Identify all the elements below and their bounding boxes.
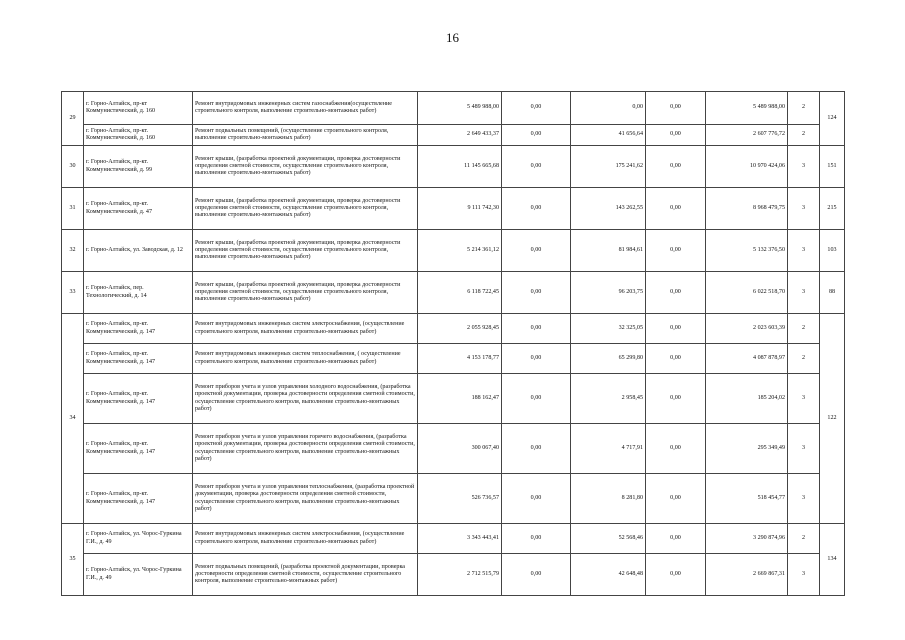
repair-table — [61, 91, 845, 596]
total-cost-cell: 526 736,57 — [418, 474, 502, 524]
total-cost-cell: 9 111 742,30 — [418, 188, 502, 230]
address-cell: г. Горно-Алтайск, ул. Чорос-Гуркина Г.И., д. 49 — [84, 524, 193, 554]
address-cell: г. Горно-Алтайск, пр-кт. Коммунистический, д. 147 — [84, 474, 193, 524]
budget-cell: 0,00 — [646, 188, 706, 230]
period-cell: 3 — [788, 374, 820, 424]
budget-cell: 0,00 — [646, 424, 706, 474]
control-cost-cell: 96 203,75 — [571, 272, 646, 314]
apartments-total-cell: 134 — [820, 524, 845, 596]
row-number-cell: 30 — [62, 146, 84, 188]
address-cell: г. Горно-Алтайск, пр-кт Коммунистический, д. 160 — [84, 92, 193, 125]
budget-cell: 0,00 — [646, 125, 706, 146]
control-cost-cell: 41 656,64 — [571, 125, 646, 146]
period-cell: 3 — [788, 474, 820, 524]
period-cell: 2 — [788, 524, 820, 554]
address-cell: г. Горно-Алтайск, ул. Заводская, д. 12 — [84, 230, 193, 272]
period-cell: 3 — [788, 230, 820, 272]
address-cell: г. Горно-Алтайск, пр-кт. Коммунистический, д. 147 — [84, 314, 193, 344]
control-cost-cell: 2 958,45 — [571, 374, 646, 424]
table-row — [62, 424, 845, 474]
fund-cell: 0,00 — [502, 314, 571, 344]
address-cell: г. Горно-Алтайск, пр-кт. Коммунистический, д. 147 — [84, 374, 193, 424]
work-description-cell: Ремонт внутридомовых инженерных систем электроснабжения, (осуществление строительного контроля, выполнение строительно-монтажных работ) — [193, 314, 418, 344]
work-description-cell: Ремонт крыши, (разработка проектной документации, проверка достоверности определения сметной стоимости, осуществление строительного контроля, выполнение строительно-монтажных работ) — [193, 230, 418, 272]
apartments-total-cell: 124 — [820, 92, 845, 146]
fund-cell: 0,00 — [502, 424, 571, 474]
control-cost-cell: 8 281,80 — [571, 474, 646, 524]
row-number-cell: 33 — [62, 272, 84, 314]
period-cell: 2 — [788, 125, 820, 146]
control-cost-cell: 32 325,05 — [571, 314, 646, 344]
budget-cell: 0,00 — [646, 474, 706, 524]
control-cost-cell: 65 299,80 — [571, 344, 646, 374]
total-cost-cell: 5 214 361,12 — [418, 230, 502, 272]
work-description-cell: Ремонт внутридомовых инженерных систем электроснабжения, (осуществление строительного контроля, выполнение строительно-монтажных работ) — [193, 524, 418, 554]
table-row — [62, 230, 845, 272]
control-cost-cell: 42 648,48 — [571, 554, 646, 596]
fund-cell: 0,00 — [502, 272, 571, 314]
table-row — [62, 554, 845, 596]
control-cost-cell: 143 262,55 — [571, 188, 646, 230]
budget-cell: 0,00 — [646, 314, 706, 344]
period-cell: 3 — [788, 554, 820, 596]
total-cost-cell: 3 343 443,41 — [418, 524, 502, 554]
owners-funds-cell: 4 087 878,97 — [706, 344, 788, 374]
table-row — [62, 474, 845, 524]
owners-funds-cell: 295 349,49 — [706, 424, 788, 474]
budget-cell: 0,00 — [646, 524, 706, 554]
address-cell: г. Горно-Алтайск, ул. Чорос-Гуркина Г.И., д. 49 — [84, 554, 193, 596]
work-description-cell: Ремонт приборов учета и узлов управления горячего водоснабжения, (разработка проектной документации, проверка достоверности определения сметной стоимости, осуществление строительного контроля, выполнение строительно-монтажных работ) — [193, 424, 418, 474]
apartments-total-cell: 88 — [820, 272, 845, 314]
owners-funds-cell: 5 489 988,00 — [706, 92, 788, 125]
owners-funds-cell: 10 970 424,06 — [706, 146, 788, 188]
apartments-total-cell: 215 — [820, 188, 845, 230]
fund-cell: 0,00 — [502, 146, 571, 188]
table-row — [62, 272, 845, 314]
owners-funds-cell: 2 023 603,39 — [706, 314, 788, 344]
table-row — [62, 188, 845, 230]
work-description-cell: Ремонт крыши, (разработка проектной документации, проверка достоверности определения сметной стоимости, осуществление строительного контроля, выполнение строительно-монтажных работ) — [193, 272, 418, 314]
row-number-cell: 35 — [62, 524, 84, 596]
total-cost-cell: 4 153 178,77 — [418, 344, 502, 374]
control-cost-cell: 52 568,46 — [571, 524, 646, 554]
row-number-cell: 29 — [62, 92, 84, 146]
fund-cell: 0,00 — [502, 344, 571, 374]
total-cost-cell: 2 055 928,45 — [418, 314, 502, 344]
fund-cell: 0,00 — [502, 92, 571, 125]
total-cost-cell: 188 162,47 — [418, 374, 502, 424]
fund-cell: 0,00 — [502, 125, 571, 146]
work-description-cell: Ремонт внутридомовых инженерных систем газоснабжения(осуществление строительного контроля, выполнение строительно-монтажных работ) — [193, 92, 418, 125]
total-cost-cell: 300 067,40 — [418, 424, 502, 474]
period-cell: 3 — [788, 424, 820, 474]
work-description-cell: Ремонт крыши, (разработка проектной документации, проверка достоверности определения сметной стоимости, осуществление строительного контроля, выполнение строительно-монтажных работ) — [193, 146, 418, 188]
work-description-cell: Ремонт подвальных помещений, (осуществление строительного контроля, выполнение строительно-монтажных работ) — [193, 125, 418, 146]
period-cell: 3 — [788, 146, 820, 188]
fund-cell: 0,00 — [502, 474, 571, 524]
total-cost-cell: 6 118 722,45 — [418, 272, 502, 314]
period-cell: 2 — [788, 314, 820, 344]
address-cell: г. Горно-Алтайск, пр-кт. Коммунистический, д. 160 — [84, 125, 193, 146]
budget-cell: 0,00 — [646, 92, 706, 125]
apartments-total-cell: 103 — [820, 230, 845, 272]
page-number: 16 — [446, 30, 459, 45]
table-row — [62, 125, 845, 146]
address-cell: г. Горно-Алтайск, пр-кт. Коммунистический, д. 147 — [84, 344, 193, 374]
work-description-cell: Ремонт приборов учета и узлов управления теплоснабжения, (разработка проектной документации, проверка достоверности определения сметной стоимости, осуществление строительного контроля, выполнение строительно-монтажных работ) — [193, 474, 418, 524]
period-cell: 3 — [788, 188, 820, 230]
owners-funds-cell: 2 607 776,72 — [706, 125, 788, 146]
control-cost-cell: 4 717,91 — [571, 424, 646, 474]
table-row — [62, 524, 845, 554]
work-description-cell: Ремонт крыши, (разработка проектной документации, проверка достоверности определения сметной стоимости, осуществление строительного контроля, выполнение строительно-монтажных работ) — [193, 188, 418, 230]
period-cell: 2 — [788, 344, 820, 374]
table-row — [62, 374, 845, 424]
work-description-cell: Ремонт внутридомовых инженерных систем теплоснабжения, ( осуществление строительного контроля, выполнение строительно-монтажных работ) — [193, 344, 418, 374]
table-row — [62, 92, 845, 125]
control-cost-cell: 81 984,61 — [571, 230, 646, 272]
budget-cell: 0,00 — [646, 230, 706, 272]
owners-funds-cell: 8 968 479,75 — [706, 188, 788, 230]
budget-cell: 0,00 — [646, 374, 706, 424]
address-cell: г. Горно-Алтайск, пер. Технологический, д. 14 — [84, 272, 193, 314]
apartments-total-cell: 151 — [820, 146, 845, 188]
budget-cell: 0,00 — [646, 146, 706, 188]
total-cost-cell: 2 649 433,37 — [418, 125, 502, 146]
period-cell: 3 — [788, 272, 820, 314]
work-description-cell: Ремонт приборов учета и узлов управления холодного водоснабжения, (разработка проектной документации, проверка достоверности определения сметной стоимости, осуществление строительного контроля, выполнение строительно-монтажных работ) — [193, 374, 418, 424]
budget-cell: 0,00 — [646, 344, 706, 374]
fund-cell: 0,00 — [502, 230, 571, 272]
address-cell: г. Горно-Алтайск, пр-кт. Коммунистический, д. 99 — [84, 146, 193, 188]
control-cost-cell: 0,00 — [571, 92, 646, 125]
fund-cell: 0,00 — [502, 374, 571, 424]
row-number-cell: 31 — [62, 188, 84, 230]
apartments-total-cell: 122 — [820, 314, 845, 524]
period-cell: 2 — [788, 92, 820, 125]
control-cost-cell: 175 241,62 — [571, 146, 646, 188]
owners-funds-cell: 518 454,77 — [706, 474, 788, 524]
total-cost-cell: 11 145 665,68 — [418, 146, 502, 188]
total-cost-cell: 5 489 988,00 — [418, 92, 502, 125]
owners-funds-cell: 6 022 518,70 — [706, 272, 788, 314]
owners-funds-cell: 2 669 867,31 — [706, 554, 788, 596]
owners-funds-cell: 185 204,02 — [706, 374, 788, 424]
address-cell: г. Горно-Алтайск, пр-кт. Коммунистический, д. 147 — [84, 424, 193, 474]
budget-cell: 0,00 — [646, 272, 706, 314]
row-number-cell: 32 — [62, 230, 84, 272]
table-row — [62, 314, 845, 344]
total-cost-cell: 2 712 515,79 — [418, 554, 502, 596]
fund-cell: 0,00 — [502, 554, 571, 596]
row-number-cell: 34 — [62, 314, 84, 524]
fund-cell: 0,00 — [502, 188, 571, 230]
budget-cell: 0,00 — [646, 554, 706, 596]
address-cell: г. Горно-Алтайск, пр-кт. Коммунистический, д. 47 — [84, 188, 193, 230]
owners-funds-cell: 5 132 376,50 — [706, 230, 788, 272]
table-row — [62, 146, 845, 188]
owners-funds-cell: 3 290 874,96 — [706, 524, 788, 554]
work-description-cell: Ремонт подвальных помещений, (разработка проектной документации, проверка достоверности определения сметной стоимости, осуществление строительного контроля, выполнение строительно-монтажных работ) — [193, 554, 418, 596]
fund-cell: 0,00 — [502, 524, 571, 554]
table-row — [62, 344, 845, 374]
